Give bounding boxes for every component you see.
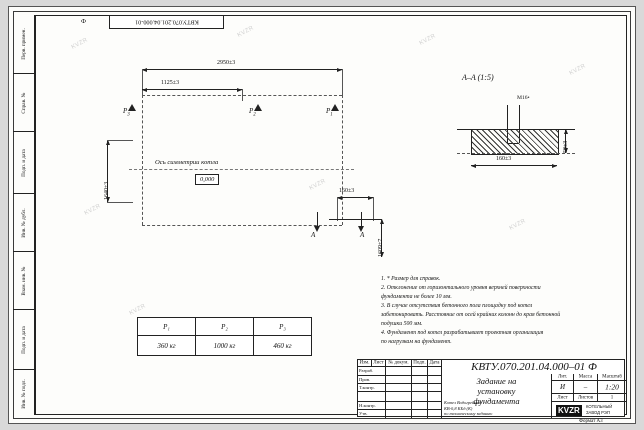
sign-razrab [412,367,428,376]
company-name-line: КОТЕЛЬНЫЙ [586,404,613,409]
dim-section-width-text: 160±3 [339,188,355,194]
note-line: подушки 500 мм. [381,320,423,327]
company-name-line: ЗАВОД РЭП [586,410,610,416]
sign-tkontr [412,384,428,392]
plan-axis-horizontal [129,169,354,170]
loads-header-p3: P₃ [254,318,312,336]
plan-outline-bottom [142,225,342,226]
drawing-title-cell [442,374,552,418]
note-line: фундамента не более 10 мм. [381,293,452,300]
left-cell-podp-data-2: Подп. и дата [13,309,35,369]
dim-top-half-line [142,89,242,90]
section-label-right: A [360,231,365,239]
product-line: КВ-0,8 КБд (К) [444,405,473,411]
name-utv [386,410,412,418]
plan-outline-top [142,95,342,96]
watermark: KVZR [508,218,527,232]
watermark: KVZR [308,178,327,192]
label-list: Лист [552,394,574,402]
date-prov [428,376,442,384]
head-massa: Масса [574,374,598,381]
company-cell [552,402,626,418]
watermark: KVZR [236,25,255,39]
role-nkontr: Н.контр. [358,402,386,410]
role-razrab: Разраб. [358,367,386,376]
title-block [357,359,625,417]
loads-header-p1: P₁ [138,318,196,336]
watermark: KVZR [418,33,437,47]
loads-value-p2: 1000 кг [196,336,254,356]
dim-section-b-line [471,165,557,166]
watermark: KVZR [83,203,102,217]
dim-section-b-text: 160±3 [496,156,512,162]
date-nkontr [428,402,442,410]
col-head-izm: Изм. [358,360,372,367]
dim-left-vert-text: 1640±3 [104,181,110,200]
head-lit: Лит. [552,374,574,381]
name-tkontr [386,384,412,392]
date-utv [428,410,442,418]
plan-outline-right [342,95,343,225]
drawing-sheet [8,6,636,424]
loads-table [137,317,312,356]
company-logo: KVZR [558,406,580,415]
role-prov: Пров. [358,376,386,384]
value-lit: И [552,381,574,394]
load-marker-p1-right: $P_1$ [326,107,333,118]
dim-section-h-text: 50±3 [563,140,569,153]
col-head-docnum: № докум. [386,360,412,367]
dim-top-full-text: 2950±3 [217,60,236,66]
section-label-left: A [311,231,316,239]
sign-empty [412,392,428,402]
watermark: KVZR [70,37,89,51]
date-razrab [428,367,442,376]
left-cell-perv-primen: Перв. примен. [21,28,27,60]
name-prov [386,376,412,384]
foundation-base-line [457,153,575,154]
sign-utv [412,410,428,418]
title-line: фундамента [473,396,520,406]
role-empty [358,392,386,402]
note-line: 1. * Размер для справок. [381,276,441,282]
title-line: Задание на [476,376,517,386]
role-utv: Утв. [358,410,386,418]
loads-header-p2: P₂ [196,318,254,336]
value-massa: – [574,381,598,394]
col-head-list: Лист [372,360,386,367]
note-line: по нагрузкам на фундамент. [381,338,452,345]
plan-zero-mark: 0,000 [195,174,219,185]
load-marker-p3-left: $P_3$ [123,107,130,118]
technical-notes [381,275,560,347]
date-tkontr [428,384,442,392]
name-empty [386,392,412,402]
watermark: KVZR [568,63,587,77]
section-cut-right [361,212,362,226]
head-masshtab: Масштаб [598,374,626,381]
note-line: 2. Отклонение от горизонтального уровня верхней поверхности [381,284,541,291]
top-designation-stamp: КВТУ.070.201.04.000-01 [109,15,224,29]
sign-prov [412,376,428,384]
role-tkontr: Т.контр. [358,384,386,392]
dim-top-half-text: 1125±3 [161,80,180,86]
left-cell-inv-dubl: Инв. № дубл. [13,193,35,251]
left-cell-podp-data-1: Подп. и дата [13,131,35,193]
section-cut-left [317,212,318,226]
format-note: Формат А3 [579,419,603,424]
left-stamp-column [13,15,35,415]
dim-top-full-line [142,69,342,70]
loads-table-header-row [138,318,312,336]
section-title: A–A (1:5) [462,73,494,82]
dim-section-width-line [337,197,373,198]
watermark: KVZR [128,303,147,317]
note-line: 3. В случае отсутствия бетонного пола площадку под котел [381,302,533,309]
name-razrab [386,367,412,376]
col-head-podp: Подп. [412,360,428,367]
plan-axis-label: Ось симметрии котла [155,159,219,166]
sign-nkontr [412,402,428,410]
designation-cell: КВТУ.070.201.04.000–01 Ф [471,361,597,373]
left-cell-inv-podl: Инв. № подл. [13,369,35,417]
col-head-data: Дата [428,360,442,367]
load-marker-p2: $P_2$ [249,107,256,118]
floor-line [457,129,575,130]
title-line: установку [477,386,516,396]
dim-right-vert-text: 1609±7 [378,238,384,257]
left-cell-sprav: Справ. № [13,73,35,131]
value-listov: 1 [598,394,626,402]
plan-outline-left [142,95,143,225]
foundation-body [471,129,559,155]
loads-table-value-row [138,336,312,356]
sheet-inner-frame [35,15,627,415]
note-line: 4. Фундамент под котел разрабатывает проектная организация [381,329,544,336]
product-line: по техническому заданию [444,411,493,417]
top-left-mark: Ф [81,18,87,25]
loads-value-p3: 460 кг [254,336,312,356]
label-listov: Листов [574,394,598,402]
date-empty [428,392,442,402]
loads-value-p1: 360 кг [138,336,196,356]
value-masshtab: 1:20 [598,381,626,394]
left-cell-vzam-inv: Взам. инв. № [13,251,35,309]
note-line: забетонировать. Расстояние от осей крайних колонн до края бетонной [381,311,561,318]
bolt-label: M16• [517,95,530,101]
name-nkontr [386,402,412,410]
product-line: Котел Водогрейный [444,399,482,405]
